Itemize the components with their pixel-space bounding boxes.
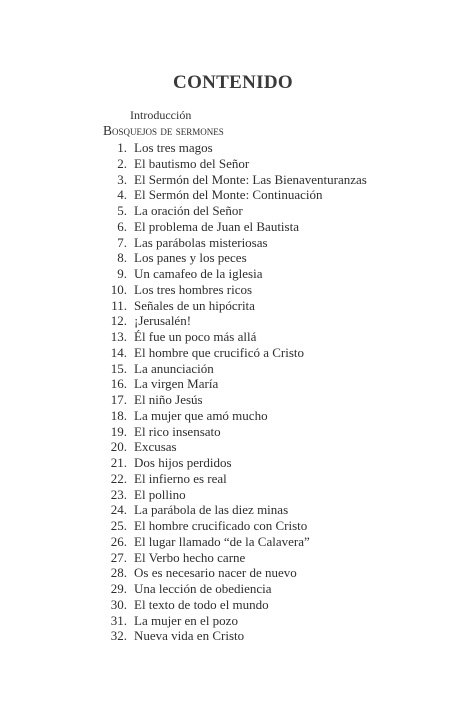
toc-entry xyxy=(0,581,466,597)
toc-entry-number: 28. xyxy=(110,565,127,581)
toc-entry xyxy=(0,487,466,503)
toc-entry-number: 21. xyxy=(110,455,127,470)
toc-entry xyxy=(0,172,466,188)
toc-entry-title: El infierno es real xyxy=(134,470,227,486)
toc-entry-number: 13. xyxy=(110,329,127,344)
toc-entry xyxy=(0,455,466,471)
toc-entry-number: 8. xyxy=(117,250,127,266)
toc-entry-title: El bautismo del Señor xyxy=(134,155,250,171)
toc-entry-number: 7. xyxy=(117,234,127,250)
toc-entry-number: 2. xyxy=(117,155,127,171)
toc-entry xyxy=(0,266,466,282)
toc-entry-title: Él fue un poco más allá xyxy=(134,329,257,344)
toc-entry xyxy=(0,392,466,408)
toc-entry xyxy=(0,518,466,534)
toc-entry-number: 29. xyxy=(110,581,127,596)
toc-entry-number: 24. xyxy=(110,502,127,518)
toc-entry-number: 15. xyxy=(110,360,127,376)
toc-entry-title: La oración del Señor xyxy=(134,203,243,218)
toc-entry xyxy=(0,613,466,629)
toc-entry xyxy=(0,187,466,203)
toc-entry xyxy=(0,282,466,298)
toc-entry-number: 26. xyxy=(110,533,127,549)
toc-entry-number: 14. xyxy=(110,344,127,360)
section-heading: Bosquejos de sermones xyxy=(103,123,224,138)
toc-entry xyxy=(0,140,466,156)
toc-entry-number: 16. xyxy=(110,376,127,392)
toc-entry-title: El rico insensato xyxy=(134,423,221,439)
toc-entry-number: 18. xyxy=(110,407,127,423)
toc-entry-number: 3. xyxy=(117,171,127,187)
toc-entry xyxy=(0,550,466,566)
toc-entry-number: 17. xyxy=(110,392,127,407)
page-title: CONTENIDO xyxy=(173,72,293,93)
toc-entry xyxy=(0,471,466,487)
toc-entry xyxy=(0,219,466,235)
toc-entry xyxy=(0,361,466,377)
toc-entry-title: El pollino xyxy=(134,486,186,502)
toc-entry xyxy=(0,628,466,644)
toc-entry-title: Dos hijos perdidos xyxy=(134,455,232,470)
toc-entry xyxy=(0,235,466,251)
toc-entry-title: La mujer que amó mucho xyxy=(134,407,268,423)
toc-entry-number: 31. xyxy=(110,612,127,628)
toc-entry-number: 9. xyxy=(117,266,127,281)
toc-entry-number: 4. xyxy=(117,187,127,203)
toc-entry-title: Las parábolas misteriosas xyxy=(134,234,268,250)
toc-entry-number: 1. xyxy=(117,140,127,155)
toc-entry xyxy=(0,203,466,219)
toc-entry-number: 12. xyxy=(110,313,127,329)
toc-entry xyxy=(0,502,466,518)
toc-entry-title: La mujer en el pozo xyxy=(134,612,238,628)
toc-entry-title: El hombre crucificado con Cristo xyxy=(134,518,308,533)
toc-entry-number: 10. xyxy=(110,281,127,297)
toc-entry xyxy=(0,250,466,266)
toc-entry-title: La parábola de las diez minas xyxy=(134,502,289,518)
toc-entry-number: 5. xyxy=(117,203,127,218)
toc-entry-title: El hombre que crucificó a Cristo xyxy=(134,344,305,360)
toc-entry-title: El texto de todo el mundo xyxy=(134,596,269,612)
toc-entry xyxy=(0,298,466,314)
toc-entry xyxy=(0,345,466,361)
toc-entry-number: 6. xyxy=(117,218,127,234)
toc-entry-number: 11. xyxy=(111,297,127,313)
toc-entry-title: Una lección de obediencia xyxy=(134,581,272,596)
toc-list xyxy=(0,140,466,644)
toc-entry-title: Un camafeo de la iglesia xyxy=(134,266,263,281)
toc-entry-title: El lugar llamado “de la Calavera” xyxy=(134,533,310,549)
toc-entry-number: 19. xyxy=(110,423,127,439)
toc-entry-number: 32. xyxy=(110,628,127,644)
toc-entry xyxy=(0,408,466,424)
toc-entry-title: Señales de un hipócrita xyxy=(134,297,255,313)
toc-entry-title: Excusas xyxy=(134,439,177,455)
toc-entry-title: La anunciación xyxy=(134,360,214,376)
toc-entry-title: El niño Jesús xyxy=(134,392,203,407)
toc-entry-title: Los panes y los peces xyxy=(134,250,247,266)
toc-entry-title: El Sermón del Monte: Las Bienaventuranzas xyxy=(134,171,367,187)
toc-entry-title: Los tres hombres ricos xyxy=(134,281,253,297)
toc-entry-title: Los tres magos xyxy=(134,140,213,155)
toc-entry-title: La virgen María xyxy=(134,376,219,392)
toc-entry xyxy=(0,156,466,172)
toc-entry-title: Nueva vida en Cristo xyxy=(134,628,245,644)
toc-entry-number: 30. xyxy=(110,596,127,612)
toc-entry-number: 23. xyxy=(110,486,127,502)
toc-entry xyxy=(0,534,466,550)
toc-entry-number: 22. xyxy=(110,470,127,486)
toc-entry xyxy=(0,597,466,613)
toc-entry-number: 27. xyxy=(110,549,127,565)
toc-entry xyxy=(0,424,466,440)
toc-entry-title: El Sermón del Monte: Continuación xyxy=(134,187,323,203)
toc-entry-number: 20. xyxy=(110,439,127,455)
toc-entry xyxy=(0,376,466,392)
toc-entry xyxy=(0,439,466,455)
toc-entry xyxy=(0,313,466,329)
toc-entry-introduction: Introducción xyxy=(130,108,192,122)
toc-entry-title: ¡Jerusalén! xyxy=(134,313,192,329)
toc-entry-title: Os es necesario nacer de nuevo xyxy=(134,565,297,581)
toc-entry xyxy=(0,329,466,345)
toc-entry-number: 25. xyxy=(110,518,127,533)
toc-entry xyxy=(0,565,466,581)
toc-entry-title: El problema de Juan el Bautista xyxy=(134,218,299,234)
toc-entry-title: El Verbo hecho carne xyxy=(134,549,246,565)
